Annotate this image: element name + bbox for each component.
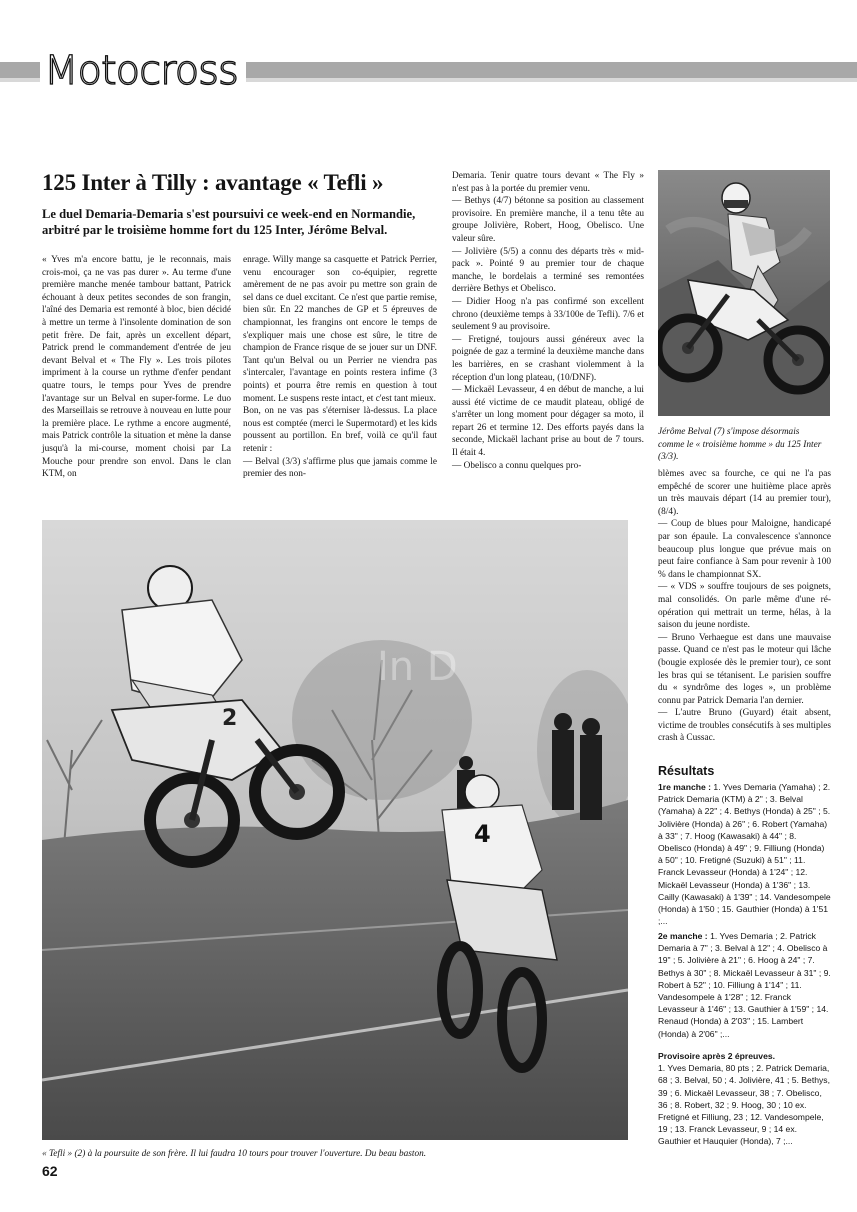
results-title: Résultats [658,764,715,778]
results-manche-1-text: 1. Yves Demaria (Yamaha) ; 2. Patrick Demaria (KTM) à 2" ; 3. Belval (Yamaha) à 22" ; 4. Bethys (Honda) à 25" ; 5. Jolivière (Honda) à 26" ; 6. Robert (Yamaha) à 33" ; 7. Hoog (Kawasaki) à 44" ; 8. Obelisco (Honda) à 49" ; 9. Filliung (Honda) à 50" ; 10. Fretigné (Suzuki) à 51" ; 11. Franck Levasseur (Honda) à 1'24" ; 12. Mickaël Levasseur (Honda) à 1'36" ; 13. Cailly (Kawasaki) à 1'39" ; 14. Vandesompele (Honda) à 1'50 ; 15. Gauthier (Honda) à 1'51 ;... [658,782,831,927]
article-lede: Le duel Demaria-Demaria s'est poursuivi ce week-end en Normandie, arbitré par le troisième homme fort du 125 Inter, Jérôme Belval. [42,207,416,237]
article-headline: 125 Inter à Tilly : avantage « Tefli » [42,170,384,195]
side-photo-illustration [658,170,830,416]
paragraph: Demaria. Tenir quatre tours devant « The Fly » n'est pas à la portée du premier venu. [452,171,644,194]
paragraph: — Coup de blues pour Maloigne, handicapé par son épaule. La convalescence s'annonce beaucoup plus longue que prévue mais on peut faire confiance à Sam pour revenir à 100 % dans le championnat SX. [658,519,831,580]
paragraph: — Fretigné, toujours aussi généreux avec la poignée de gaz a terminé la deuxième manche dans les barrières, en se crashant violemment à la réception d'un long plateau, (10/DNF). [452,334,644,383]
paragraph: — Obelisco a connu quelques pro- [452,460,582,471]
paragraph: — Mickaël Levasseur, 4 en début de manche, a lui aussi été victime de ce maudit plateau, obligé de s'arrêter un long moment pour dégager sa moto, il repart 26 et termine 12. Des efforts payés dans la seconde, Mickaël lachant prise au bout de 7 tours. Il était 4. [452,385,644,459]
results-provisional-text: 1. Yves Demaria, 80 pts ; 2. Patrick Demaria, 68 ; 3. Belval, 50 ; 4. Jolivière, 41 ; 5. Bethys, 39 ; 6. Mickaël Levasseur, 38 ; 7. Obelisco, 36 ; 8. Robert, 32 ; 9. Hoog, 30 ; 10 ex. Fretigné et Filliung, 23 ; 12. Vandesompele, 19 ; 13. Franck Levasseur, 9 ; 14 ex. Gauthier et Hauquier (Honda), 7 ;... [658,1063,830,1147]
side-photo-caption: Jérôme Belval (7) s'impose désormais comme le « troisième homme » du 125 Inter (3/3). [658,427,822,462]
watermark-logo: In D [377,644,458,690]
side-photo-belval [658,170,830,416]
paragraph: blèmes avec sa fourche, ce qui ne l'a pas empêché de scorer une huitième place après un très mauvais départ (14 au premier tour), (8/4). [658,469,831,517]
article-column-4 [658,468,831,745]
paragraph: — Jolivière (5/5) a connu des départs très « mid-pack ». Pointé 9 au premier tour de chaque manche, le bordelais a terminé ses remontées derrière Bethys et Obelisco. [452,246,644,295]
main-photo-race [42,520,628,1140]
results-manche-1 [658,781,831,927]
paragraph: — Didier Hoog n'a pas confirmé son excellent chrono (deuxième temps à 33/100e de Tefli). 7/6 et seulement 9 au provisoire. [452,296,644,333]
page-number: 62 [42,1163,58,1179]
results-provisional [658,1050,831,1148]
main-photo-caption: « Tefli » (2) à la poursuite de son frère. Il lui faudra 10 tours pour trouver l'ouverture. Du beau baston. [42,1149,427,1159]
paragraph: « Yves m'a encore battu, je le reconnais, mais crois-moi, ça ne vas pas durer ». Au terme d'une première manche menée tambour battant, Patrick échouant à deux petites secondes de son frangin, l'aîné des Demaria est remonté à bloc, bien décidé à mettre un terme à l'insolente domination de son petit frère. De fait, après un excellent départ, Patrick prend le commandement d'entrée de jeu devant Belval et « The Fly ». Les trois pilotes impriment à la course un rythme d'enfer pendant quatre tours, le temps pour Yves de prendre l'avantage sur un Belval en super-forme. Le duo des Marseillais se retrouve à nouveau en lutte pour la première place. Le rythme a encore augmenté, mais Patrick contrôle la situation et mène la danse jusqu'à la mi-course, moment choisi par La Mouche pour prendre son envol. Dans le clan KTM, on [42,255,231,480]
results-manche-1-label: 1re manche : [658,782,712,792]
article-column-1 [42,254,231,481]
main-photo-illustration [42,520,628,1140]
article-column-3 [452,170,644,472]
results-manche-2 [658,930,831,1040]
results-provisional-label: Provisoire après 2 épreuves. [658,1051,776,1061]
paragraph: — Bethys (4/7) bétonne sa position au classement provisoire. En première manche, il a tenu tête au groupe Jolivière, Robert, Hoog, Obelisco. Une valeur sûre. [452,196,644,244]
results-manche-2-text: 1. Yves Demaria ; 2. Patrick Demaria à 7" ; 3. Belval à 12" ; 4. Obelisco à 19" ; 5. Jolivière à 21" ; 6. Hoog à 24" ; 7. Bethys à 30" ; 8. Mickaël Levasseur à 31" ; 9. Robert à 52" ; 10. Filliung à 1'14" ; 11. Vandesompele à 1'28" ; 12. Franck Levasseur à 1'46" ; 13. Gauthier à 1'59" ; 14. Renaud (Honda) à 2'03" ; 15. Lambert (Honda) à 2'06" ;... [658,931,831,1039]
paragraph: — « VDS » souffre toujours de ses poignets, mal consolidés. On parle même d'une ré-opération qui mettrait un terme, hélas, à la saison du jeune nordiste. [658,582,831,631]
results-manche-2-label: 2e manche : [658,931,708,941]
paragraph: — Belval (3/3) s'affirme plus que jamais comme le premier des non- [243,456,437,480]
article-column-2 [243,254,437,481]
paragraph: Bon, on ne vas pas s'éterniser là-dessus. La place nous est comptée (merci le Supermotard) et les kids poussent au portillon. En bref, voilà ce qu'il faut retenir : [243,406,437,454]
front-rider-number: 4 [474,820,491,848]
paragraph: — L'autre Bruno (Guyard) était absent, victime de troubles consécutifs à ses multiples crash à Cussac. [658,708,831,744]
jump-rider-number: 2 [222,706,238,731]
paragraph: — Bruno Verhaegue est dans une mauvaise passe. Quand ce n'est pas le moteur qui lâche (bougie explosée dès le premier tour), ce sont les bras qui se tétanisent. Le parisien souffre du « syndrôme des loges », un problème connu par Patrick Demaria l'an dernier. [658,632,831,706]
section-title: Motocross [40,48,246,94]
paragraph: enrage. Willy mange sa casquette et Patrick Perrier, venu encourager son co-équipier, regrette amèrement de ne pas avoir pu mettre son grain de sel dans ce duel excitant. Ce n'est que partie remise, bien sûr. En 22 manches de GP et 5 épreuves de championnat, les frangins ont encore le temps de s'expliquer mais une chose est sûre, le titre de champion de France risque de se jouer sur un DNF. Tant qu'un Belval ou un Perrier ne viendra pas s'intercaler, l'avantage en points restera infime (3 points) et pourra être remis en question à tout moment. Le suspens reste intact, et c'est tant mieux. [243,255,437,404]
